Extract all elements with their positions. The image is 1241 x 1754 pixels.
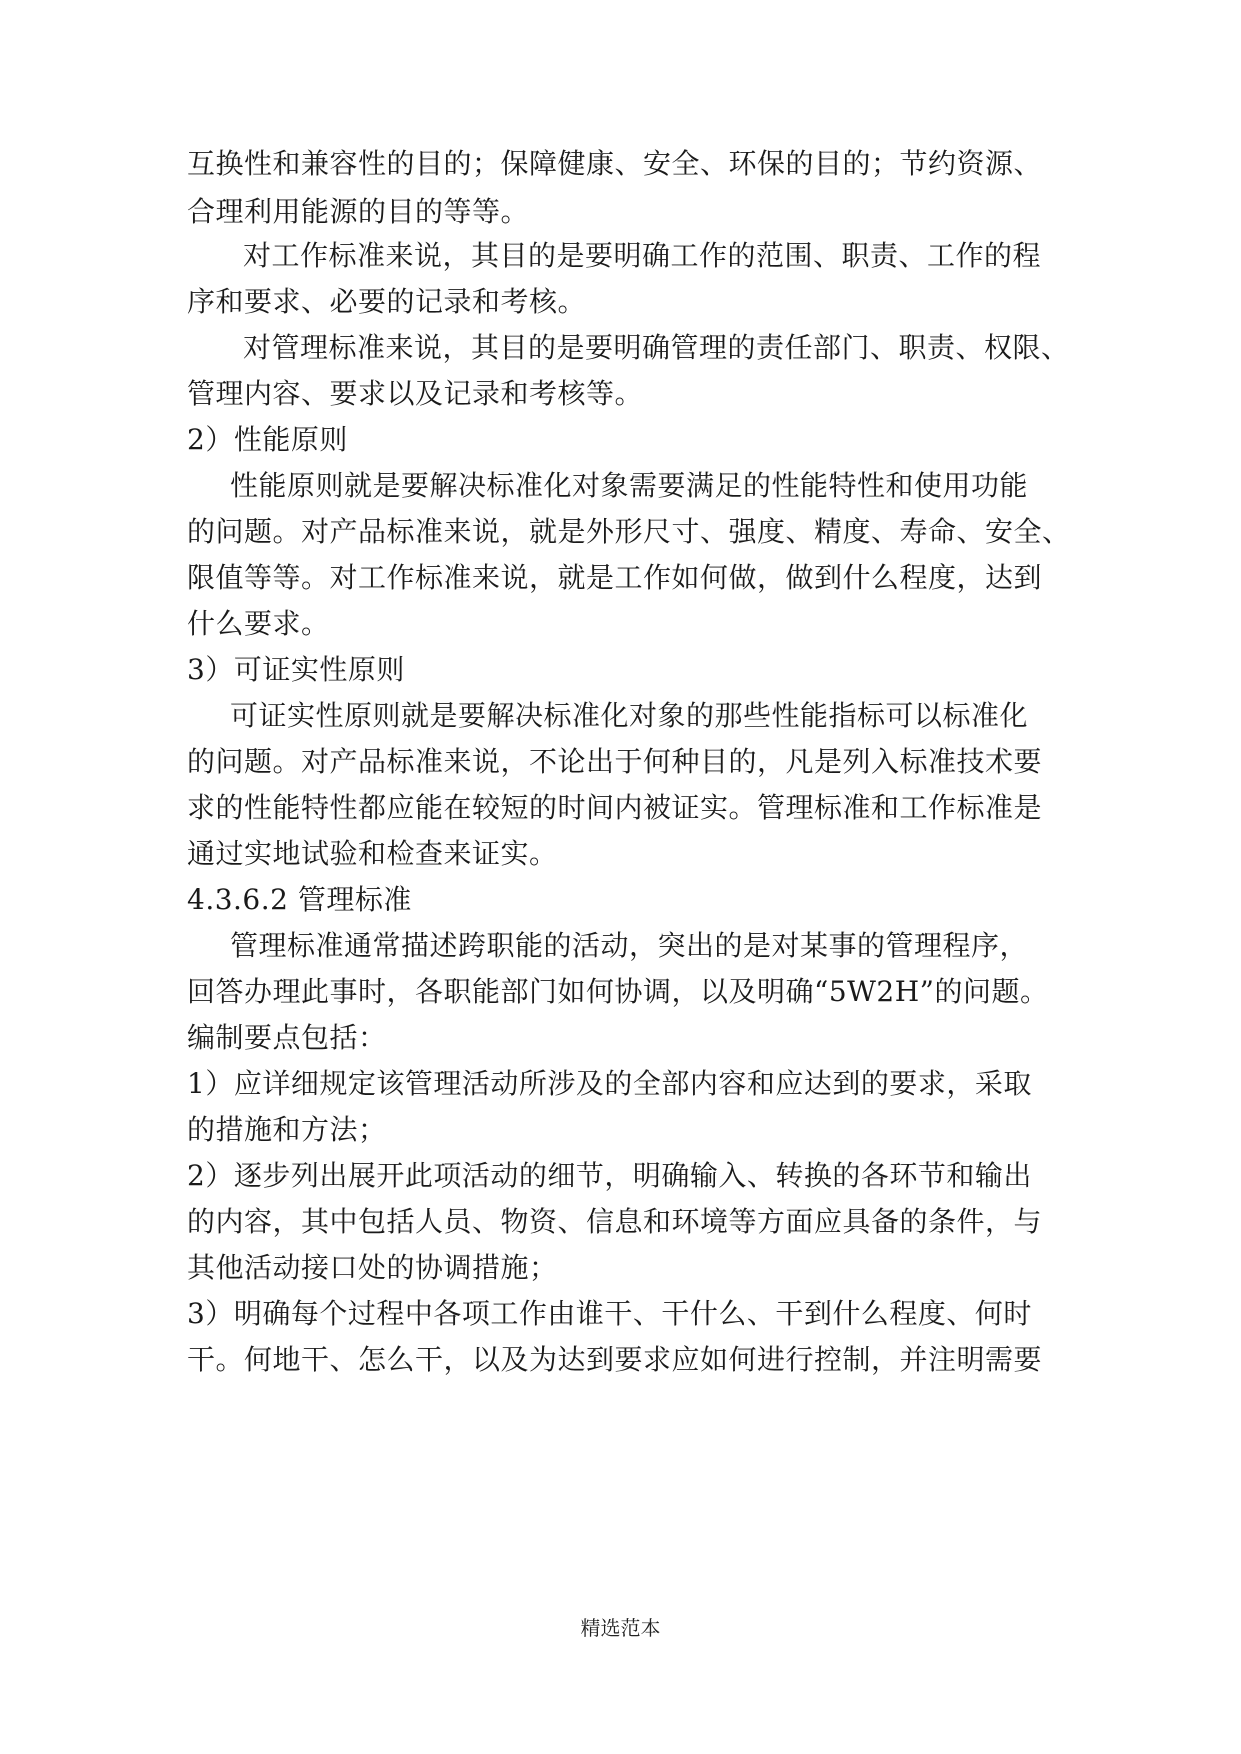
text-line: 性能原则就是要解决标准化对象需要满足的性能特性和使用功能 [230, 469, 1029, 502]
text-line: 对管理标准来说，其目的是要明确管理的责任部门、职责、权限、 [243, 331, 1070, 364]
text-line: 对工作标准来说，其目的是要明确工作的范围、职责、工作的程 [243, 239, 1042, 272]
text-line: 3）明确每个过程中各项工作由谁干、干什么、干到什么程度、何时 [187, 1297, 1032, 1330]
text-line: 1）应详细规定该管理活动所涉及的全部内容和应达到的要求，采取 [187, 1067, 1032, 1100]
text-line: 其他活动接口处的协调措施； [187, 1251, 558, 1284]
text-line: 的措施和方法； [187, 1113, 387, 1146]
text-line: 限值等等。对工作标准来说，就是工作如何做，做到什么程度，达到 [187, 561, 1043, 594]
section-heading: 4.3.6.2 管理标准 [187, 883, 412, 916]
text-line: 管理内容、要求以及记录和考核等。 [187, 377, 644, 410]
text-line: 的内容，其中包括人员、物资、信息和环境等方面应具备的条件，与 [187, 1205, 1043, 1238]
text-line: 合理利用能源的目的等等。 [187, 195, 530, 228]
text-line: 干。何地干、怎么干，以及为达到要求应如何进行控制，并注明需要 [187, 1343, 1043, 1376]
text-line: 的问题。对产品标准来说，就是外形尺寸、强度、精度、寿命、安全、 [187, 515, 1071, 548]
text-line: 2）逐步列出展开此项活动的细节，明确输入、转换的各环节和输出 [187, 1159, 1032, 1192]
text-line: 通过实地试验和检查来证实。 [187, 837, 558, 870]
text-line: 的问题。对产品标准来说，不论出于何种目的，凡是列入标准技术要 [187, 745, 1043, 778]
text-line: 可证实性原则就是要解决标准化对象的那些性能指标可以标准化 [230, 699, 1029, 732]
section-heading: 2）性能原则 [187, 423, 348, 456]
text-line: 什么要求。 [187, 607, 330, 640]
text-line: 编制要点包括： [187, 1021, 387, 1054]
text-line: 回答办理此事时，各职能部门如何协调，以及明确“5W2H”的问题。 [187, 975, 1049, 1008]
text-line: 求的性能特性都应能在较短的时间内被证实。管理标准和工作标准是 [187, 791, 1043, 824]
section-heading: 3）可证实性原则 [187, 653, 405, 686]
text-line: 序和要求、必要的记录和考核。 [187, 285, 587, 318]
text-line: 互换性和兼容性的目的；保障健康、安全、环保的目的；节约资源、 [187, 147, 1043, 180]
page-footer: 精选范本 [580, 1616, 661, 1640]
text-line: 管理标准通常描述跨职能的活动，突出的是对某事的管理程序， [230, 929, 1029, 962]
